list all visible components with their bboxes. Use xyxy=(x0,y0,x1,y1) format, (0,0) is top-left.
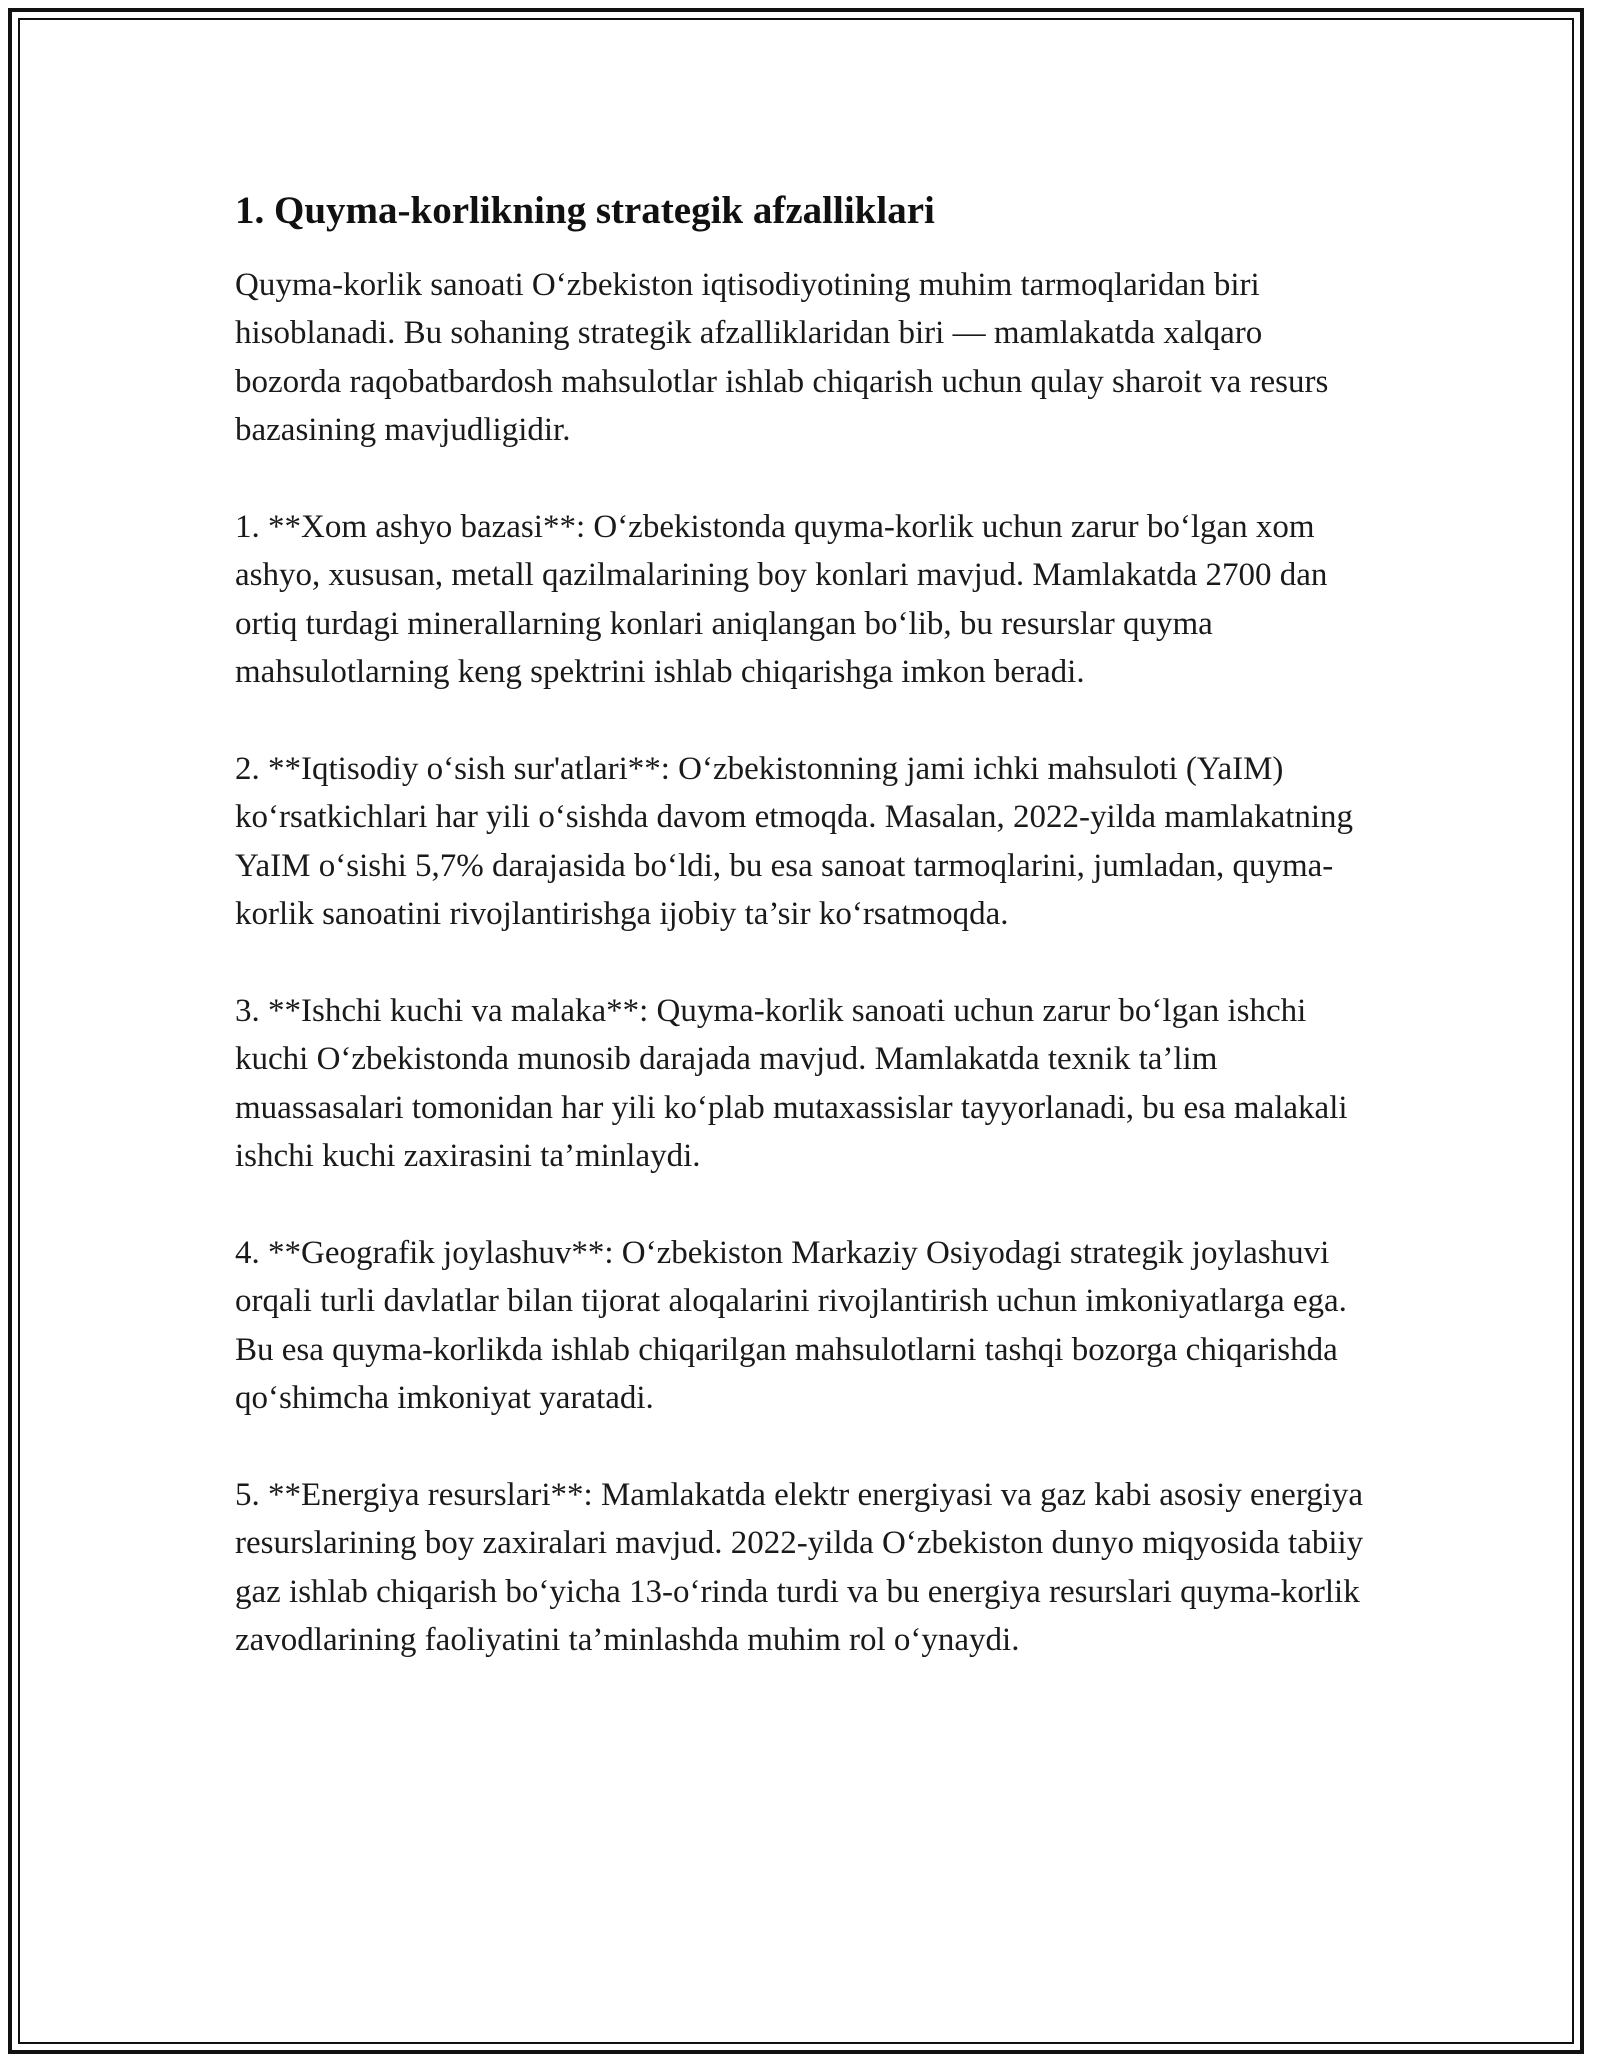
list-item-economic-growth: 2. **Iqtisodiy o‘sish sur'atlari**: O‘zbekistonning jami ichki mahsuloti (YaIM) ko‘rsatkichlari har yili o‘sishda davom etmoqda. Masalan, 2022-yilda mamlakatning YaIM o‘sishi 5,7% darajasida bo‘ldi, bu esa sanoat tarmoqlarini, jumladan, quyma-korlik sanoatini rivojlantirishga ijobiy ta’sir ko‘rsatmoqda. xyxy=(235,750,1354,933)
list-item-energy: 5. **Energiya resurslari**: Mamlakatda elektr energiyasi va gaz kabi asosiy energiya resurslarining boy zaxiralari mavjud. 2022-yilda O‘zbekiston dunyo miqyosida tabiiy gaz ishlab chiqarish bo‘yicha 13-o‘rinda turdi va bu energiya resurslari quyma-korlik zavodlarining faoliyatini ta’minlashda muhim rol o‘ynaydi. xyxy=(235,1476,1364,1659)
list-item-raw-materials: 1. **Xom ashyo bazasi**: O‘zbekistonda quyma-korlik uchun zarur bo‘lgan xom ashyo, xususan, metall qazilmalarining boy konlari mavjud. Mamlakatda 2700 dan ortiq turdagi minerallarning konlari aniqlangan bo‘lib, bu resurslar quyma mahsulotlarning keng spektrini ishlab chiqarishga imkon beradi. xyxy=(235,508,1328,691)
list-item-workforce: 3. **Ishchi kuchi va malaka**: Quyma-korlik sanoati uchun zarur bo‘lgan ishchi kuchi O‘zbekistonda munosib darajada mavjud. Mamlakatda texnik ta’lim muassasalari tomonidan har yili ko‘plab mutaxassislar tayyorlanadi, bu esa malakali ishchi kuchi zaxirasini ta’minlaydi. xyxy=(235,992,1348,1175)
intro-paragraph: Quyma-korlik sanoati O‘zbekiston iqtisodiyotining muhim tarmoqlaridan biri hisoblanadi. Bu sohaning strategik afzalliklaridan biri — mamlakatda xalqaro bozorda raqobatbardosh mahsulotlar ishlab chiqarish uchun qulay sharoit va resurs bazasining mavjudligidir. xyxy=(235,266,1329,449)
list-item-geography: 4. **Geografik joylashuv**: O‘zbekiston Markaziy Osiyodagi strategik joylashuvi orqali turli davlatlar bilan tijorat aloqalarini rivojlantirish uchun imkoniyatlarga ega. Bu esa quyma-korlikda ishlab chiqarilgan mahsulotlarni tashqi bozorga chiqarishda qo‘shimcha imkoniyat yaratadi. xyxy=(235,1234,1347,1417)
document-body xyxy=(235,186,1370,1665)
document-title: 1. Quyma-korlikning strategik afzalliklari xyxy=(235,189,935,232)
